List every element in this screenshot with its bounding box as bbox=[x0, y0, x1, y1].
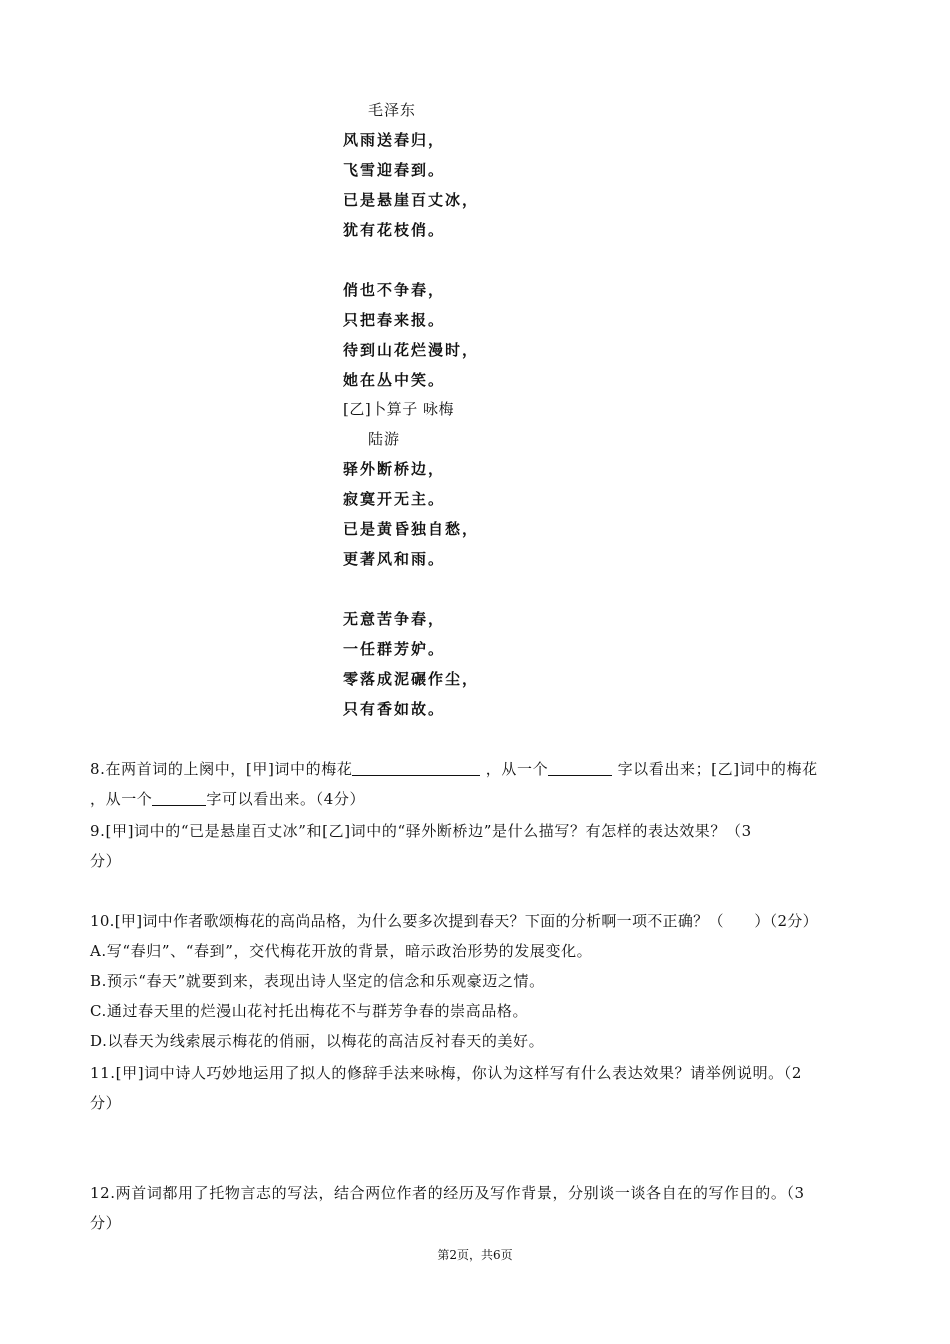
answer-blank[interactable] bbox=[152, 791, 206, 806]
question-text: 8.在两首词的上阕中，[甲]词中的梅花 bbox=[90, 760, 353, 778]
poem-line: 一任群芳妒。 bbox=[343, 640, 446, 658]
answer-blank[interactable] bbox=[352, 761, 480, 776]
option-a: A.写“春归”、“春到”，交代梅花开放的背景，暗示政治形势的发展变化。 bbox=[90, 942, 593, 960]
question-9-line-2: 分） bbox=[90, 852, 122, 870]
poem-line: 只有香如故。 bbox=[343, 700, 446, 718]
question-9-line-1: 9.[甲]词中的“已是悬崖百丈冰”和[乙]词中的“驿外断桥边”是什么描写？有怎样的表达效果？（3 bbox=[90, 822, 752, 840]
question-8-line-1 bbox=[90, 759, 818, 779]
poem-line: 风雨送春归， bbox=[343, 131, 446, 149]
poem-jia-author: 毛泽东 bbox=[368, 101, 417, 119]
poem-line: 驿外断桥边， bbox=[343, 460, 446, 478]
question-12-line-1: 12.两首词都用了托物言志的写法，结合两位作者的经历及写作背景，分别谈一谈各自在的写作目的。（3 bbox=[90, 1184, 805, 1202]
poem-line: 寂寞开无主。 bbox=[343, 490, 446, 508]
poem-yi-author: 陆游 bbox=[368, 430, 401, 448]
poem-line: 犹有花枝俏。 bbox=[343, 221, 446, 239]
option-b: B.预示“春天”就要到来，表现出诗人坚定的信念和乐观豪迈之情。 bbox=[90, 972, 545, 990]
question-11-line-1: 11.[甲]词中诗人巧妙地运用了拟人的修辞手法来咏梅，你认为这样写有什么表达效果？请举例说明。（2 bbox=[90, 1064, 803, 1082]
question-text: 字可以看出来。（4分） bbox=[206, 790, 366, 808]
question-12-line-2: 分） bbox=[90, 1214, 122, 1232]
poem-line: 无意苦争春， bbox=[343, 610, 446, 628]
page-footer: 第2页，共6页 bbox=[437, 1248, 513, 1262]
poem-line: 已是悬崖百丈冰， bbox=[343, 191, 480, 209]
answer-blank[interactable] bbox=[548, 761, 612, 776]
question-11-line-2: 分） bbox=[90, 1094, 122, 1112]
poem-line: 更著风和雨。 bbox=[343, 550, 446, 568]
poem-line: 俏也不争春， bbox=[343, 281, 446, 299]
poem-line: 待到山花烂漫时， bbox=[343, 341, 480, 359]
option-d: D.以春天为线索展示梅花的俏丽，以梅花的高洁反衬春天的美好。 bbox=[90, 1032, 545, 1050]
poem-line: 已是黄昏独自愁， bbox=[343, 520, 480, 538]
question-text: 字以看出来；[乙]词中的梅花 bbox=[617, 760, 818, 778]
question-8-line-2 bbox=[90, 789, 365, 809]
poem-line: 只把春来报。 bbox=[343, 311, 446, 329]
question-text: ，从一个 bbox=[90, 790, 153, 808]
poem-line: 飞雪迎春到。 bbox=[343, 161, 446, 179]
option-c: C.通过春天里的烂漫山花衬托出梅花不与群芳争春的崇高品格。 bbox=[90, 1002, 529, 1020]
poem-yi-title: [乙]卜算子 咏梅 bbox=[343, 400, 454, 418]
question-text: ，从一个 bbox=[485, 760, 549, 778]
poem-line: 她在丛中笑。 bbox=[343, 371, 446, 389]
poem-line: 零落成泥碾作尘， bbox=[343, 670, 480, 688]
question-10-stem: 10.[甲]词中作者歌颂梅花的高尚品格，为什么要多次提到春天？下面的分析啊一项不正确？（ ）（2分） bbox=[90, 912, 818, 930]
